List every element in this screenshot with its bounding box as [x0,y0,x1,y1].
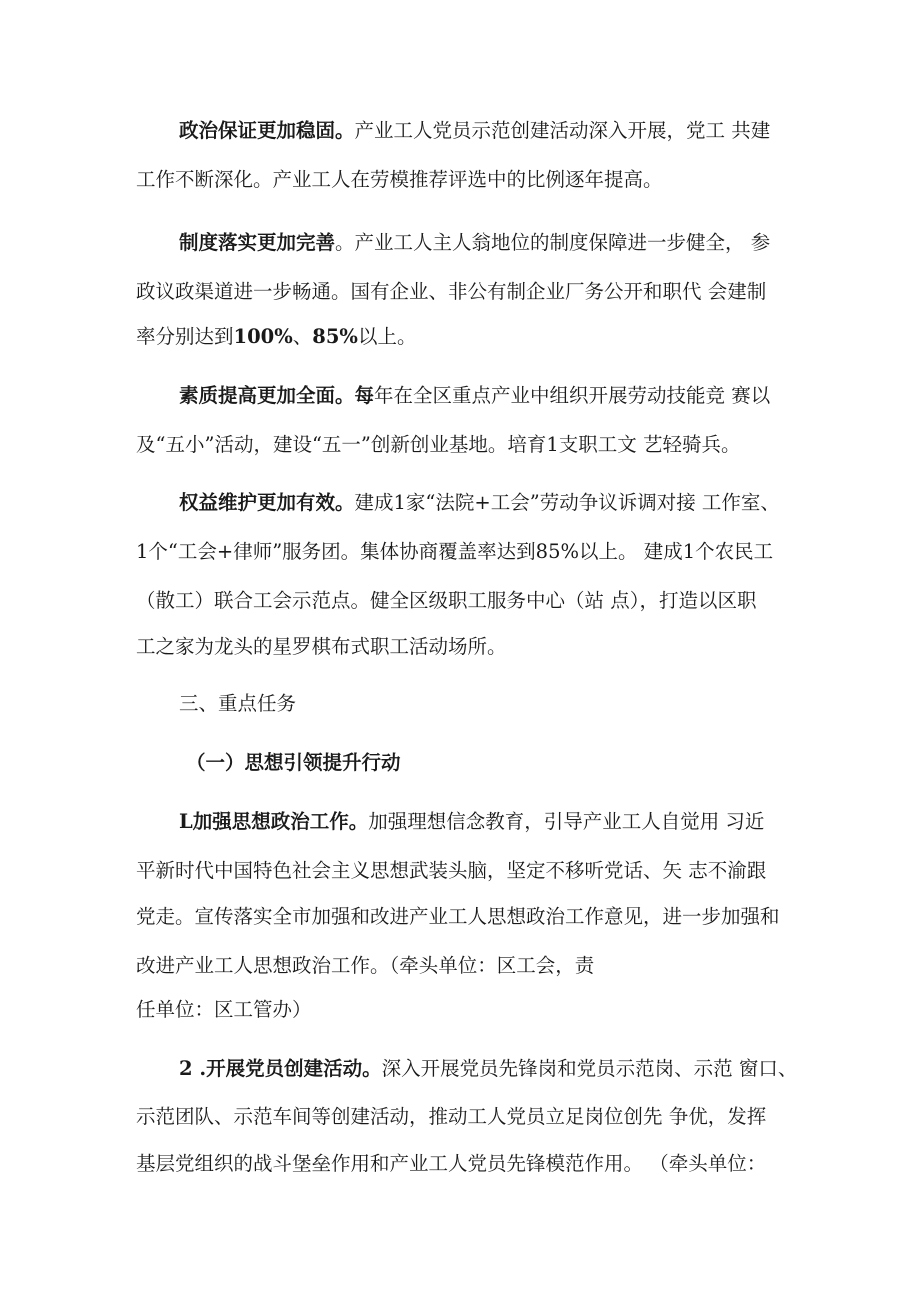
item-text: 加强理想信念教育，引导产业工人自觉用 习近 [368,810,765,833]
item-text: 基层党组织的战斗堡垒作用和产业工人党员先锋模范作用。 （牵头单位： [136,1152,767,1175]
paragraph-line [136,633,507,661]
percent-value: 85% [312,325,358,348]
item-text: 平新时代中国特色社会主义思想武装头脑，坚定不移听党话、矢 志不渝跟 [136,859,767,882]
item-line [179,808,764,836]
paragraph-line [179,489,780,517]
item-text: 改进产业工人思想政治工作。（牵头单位：区工会，责 [136,954,595,977]
paragraph-line [136,431,740,459]
item-text: 任单位：区工管办） [136,998,312,1021]
paragraph-line [179,382,770,410]
paragraph-lead: 素质提高更加全面。每 [179,384,375,407]
paragraph-text: 建成1家“法院+工会”劳动争议诉调对接 工作室、 [354,491,780,514]
item-text: 示范团队、示范车间等创建活动，推动工人党员立足岗位创先 争优，发挥 [136,1105,767,1128]
paragraph-line [179,117,770,145]
paragraph-line [179,229,770,257]
item-line [179,1055,797,1083]
paragraph-line [136,278,766,306]
item-text: 深入开展党员先锋岗和党员示范岗、示范 窗口、 [381,1057,798,1080]
subsection-heading: （一）思想引领提升行动 [186,751,401,774]
paragraph-text: 、 [292,325,313,348]
paragraph-text: 工之家为龙头的星罗棋布式职工活动场所。 [136,635,507,658]
item-lead: L加强思想政治工作。 [179,810,369,833]
section-heading: 三、重点任务 [179,692,297,715]
paragraph-lead: 权益维护更加有效。 [179,491,355,514]
paragraph-text: 。产业工人主人翁地位的制度保障进一步健全， 参 [335,231,771,254]
paragraph-text: 政议政渠道进一步畅通。国有企业、非公有制企业厂务公开和职代 会建制 [136,280,767,303]
item-line [136,1103,766,1131]
paragraph-text: 率分别达到 [136,325,234,348]
percent-value: 100% [233,325,293,348]
paragraph-lead: 制度落实更加完善 [179,231,336,254]
item-line [136,996,312,1024]
item-line [136,857,766,885]
paragraph-text: 及“五小”活动，建设“五一”创新创业基地。培育1支职工文 艺轻骑兵。 [136,433,741,456]
paragraph-text: 产业工人党员示范创建活动深入开展，党工 共建 [354,119,771,142]
paragraph-text: 1个“工会+律师”服务团。集体协商覆盖率达到85%以上。 建成1个农民工 [136,540,774,563]
paragraph-lead: 政治保证更加稳固。 [179,119,355,142]
paragraph-text: 工作不断深化。产业工人在劳模推荐评选中的比例逐年提高。 [136,168,663,191]
paragraph-text: 以上。 [357,325,417,348]
paragraph-text: （散工）联合工会示范点。健全区级职工服务中心（站 点），打造以区职 [136,589,757,612]
item-line [136,952,594,980]
paragraph-line [136,587,756,615]
item-text: 党走。宣传落实全市加强和改进产业工人思想政治工作意见，进一步加强和 [136,905,780,928]
paragraph-line [136,538,773,566]
paragraph-text: 年在全区重点产业中组织开展劳动技能竞 赛以 [374,384,771,407]
paragraph-line [136,166,663,194]
item-line [136,1150,766,1178]
item-line [136,903,780,931]
paragraph-line [136,323,416,351]
item-lead: 2 .开展党员创建活动。 [179,1057,382,1080]
